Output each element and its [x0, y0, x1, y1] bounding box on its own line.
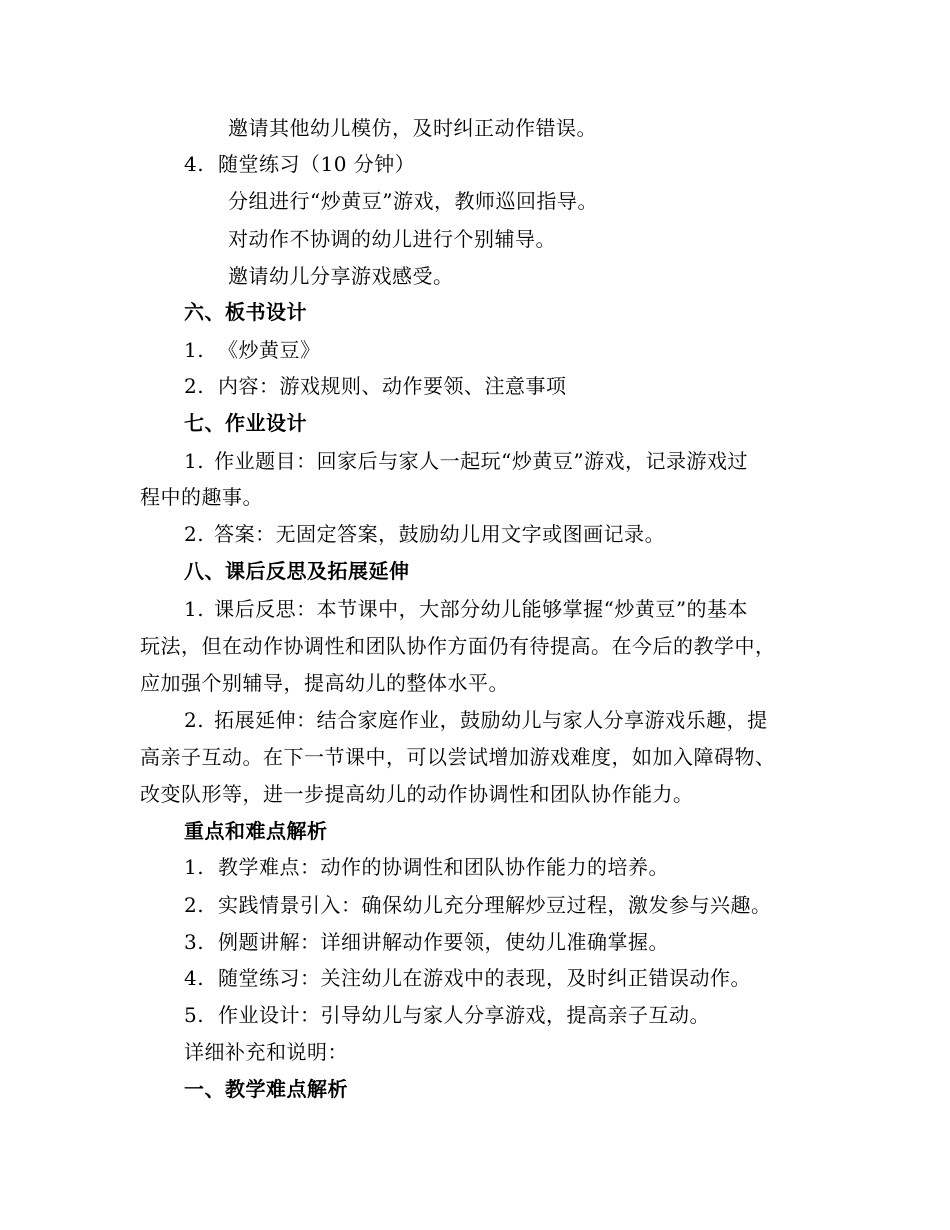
list-item: [184, 372, 567, 400]
paragraph-text: 答案：无固定答案，鼓励幼儿用文字或图画记录。: [214, 522, 666, 546]
paragraph-text: 课后反思：本节课中，大部分幼儿能够掌握“炒黄豆”的基本: [214, 597, 749, 621]
paragraph-text: 作业题目：回家后与家人一起玩“炒黄豆”游戏，记录游戏过: [214, 449, 749, 473]
list-item-text: 例题讲解：详细讲解动作要领，使幼儿准确掌握。: [218, 930, 669, 954]
text-line: 邀请幼儿分享游戏感受。: [228, 264, 454, 288]
list-number: 2.: [184, 708, 205, 732]
paragraph-line: [184, 447, 748, 475]
text-line: 分组进行“炒黄豆”游戏，教师巡回指导。: [228, 189, 598, 213]
paragraph-line: [184, 706, 768, 734]
list-item-text: 随堂练习（10 分钟）: [218, 152, 416, 176]
text-line: 详细补充和说明：: [184, 1040, 348, 1064]
list-item-text: 随堂练习：关注幼儿在游戏中的表现，及时纠正错误动作。: [218, 966, 751, 990]
list-number: 1.: [184, 855, 205, 879]
list-item: [184, 928, 669, 956]
list-item: [184, 853, 669, 881]
text-line: 程中的趣事。: [140, 485, 263, 509]
paragraph-text: 拓展延伸：结合家庭作业，鼓励幼儿与家人分享游戏乐趣，提: [214, 708, 768, 732]
text-line: 应加强个别辅导，提高幼儿的整体水平。: [140, 671, 509, 695]
section-heading: 八、课后反思及拓展延伸: [184, 559, 410, 583]
text-line: 改变队形等，进一步提高幼儿的动作协调性和团队协作能力。: [140, 782, 694, 806]
list-item: [184, 891, 772, 919]
list-item: [184, 1001, 710, 1029]
text-line: 对动作不协调的幼儿进行个别辅导。: [228, 227, 556, 251]
list-number: 5.: [184, 1003, 205, 1027]
list-item-text: 内容：游戏规则、动作要领、注意事项: [218, 374, 567, 398]
section-heading: 六、板书设计: [184, 300, 307, 324]
list-number: 1.: [184, 597, 205, 621]
list-item-text: 《炒黄豆》: [218, 338, 321, 362]
list-item: [184, 964, 751, 992]
section-heading: 重点和难点解析: [184, 819, 328, 843]
paragraph-line: [184, 595, 748, 623]
list-item-text: 作业设计：引导幼儿与家人分享游戏，提高亲子互动。: [218, 1003, 710, 1027]
list-number: 1.: [184, 449, 205, 473]
list-number: 4.: [184, 152, 205, 176]
section-heading: 七、作业设计: [184, 411, 307, 435]
text-line: 邀请其他幼儿模仿，及时纠正动作错误。: [228, 116, 597, 140]
list-number: 3.: [184, 930, 205, 954]
list-number: 4.: [184, 966, 205, 990]
list-item: [184, 336, 321, 364]
list-number: 2.: [184, 893, 205, 917]
section-heading: 一、教学难点解析: [184, 1077, 348, 1101]
list-number: 1.: [184, 338, 205, 362]
list-item-text: 实践情景引入：确保幼儿充分理解炒豆过程，激发参与兴趣。: [218, 893, 772, 917]
list-item-text: 教学难点：动作的协调性和团队协作能力的培养。: [218, 855, 669, 879]
text-line: 玩法，但在动作协调性和团队协作方面仍有待提高。在今后的教学中，: [140, 634, 776, 658]
list-number: 2.: [184, 374, 205, 398]
list-number: 2.: [184, 522, 205, 546]
paragraph-line: [184, 520, 665, 548]
list-item: [184, 150, 415, 178]
text-line: 高亲子互动。在下一节课中，可以尝试增加游戏难度，如加入障碍物、: [140, 745, 776, 769]
